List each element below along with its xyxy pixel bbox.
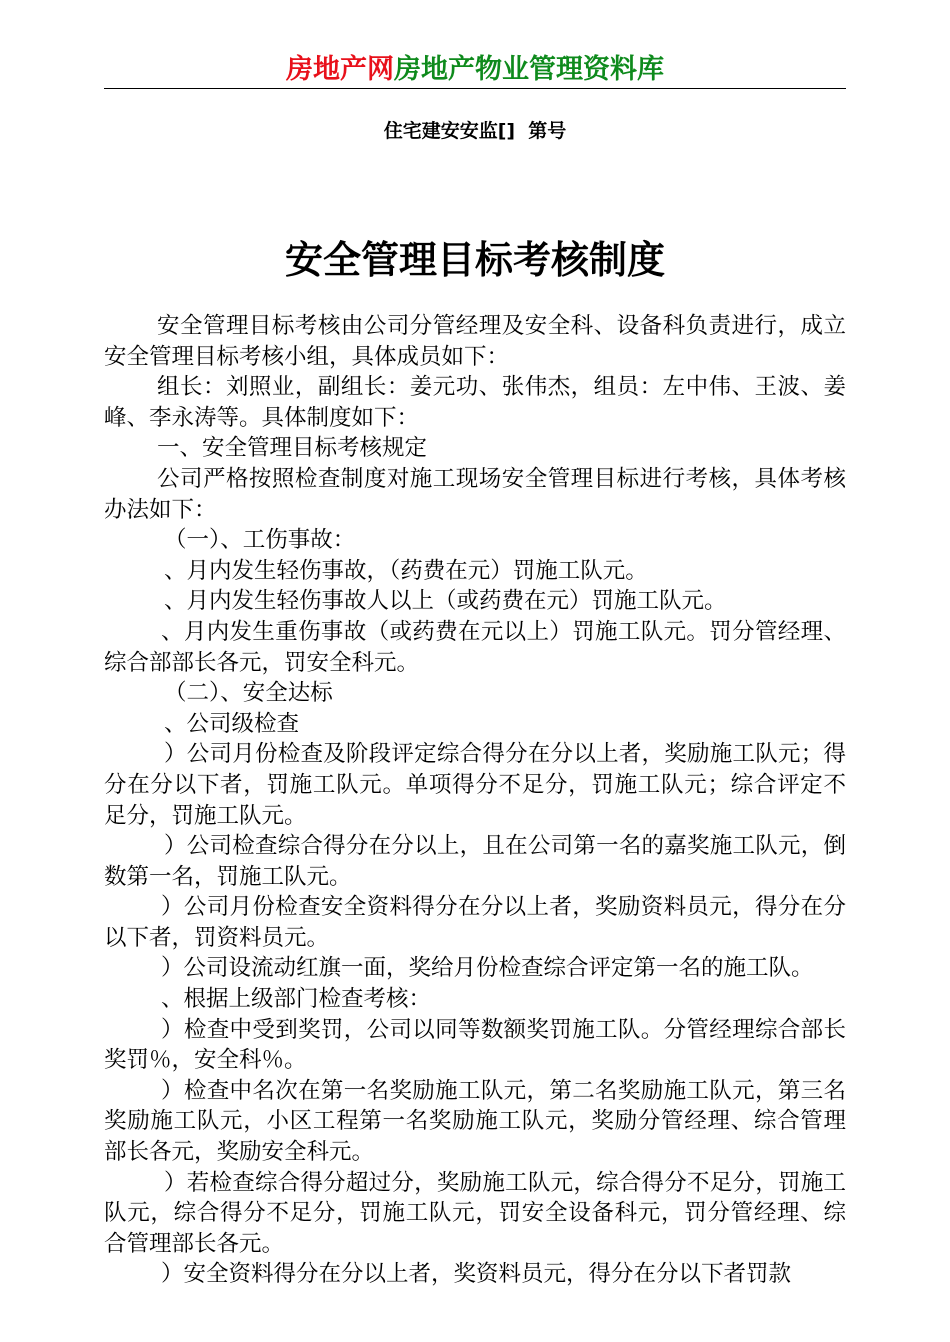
paragraph: 安全管理目标考核由公司分管经理及安全科、设备科负责进行，成立安全管理目标考核小组，具体成员如下： bbox=[104, 313, 846, 370]
paragraph: ）检查中名次在第一名奖励施工队元，第二名奖励施工队元，第三名奖励施工队元，小区工程第一名奖励施工队元，奖励分管经理、综合管理部长各元，奖励安全科元。 bbox=[104, 1077, 846, 1166]
paragraph: ）公司设流动红旗一面，奖给月份检查综合评定第一名的施工队。 bbox=[161, 955, 814, 982]
site-name-red: 房地产网 bbox=[286, 54, 394, 85]
document-number: 住宅建安安监[] 第号 bbox=[383, 120, 567, 142]
paragraph: 、公司级检查 bbox=[164, 710, 300, 737]
paragraph: ）公司检查综合得分在分以上，且在公司第一名的嘉奖施工队元，倒数第一名，罚施工队元。 bbox=[104, 833, 846, 890]
site-name-green: 房地产物业管理资料库 bbox=[394, 54, 664, 85]
paragraph: （一）、工伤事故： bbox=[164, 527, 356, 554]
paragraph: ）若检查综合得分超过分，奖励施工队元，综合得分不足分，罚施工队元，综合得分不足分，罚施工队元，罚安全设备科元，罚分管经理、综合管理部长各元。 bbox=[104, 1169, 846, 1257]
paragraph: 、月内发生轻伤事故人以上（或药费在元）罚施工队元。 bbox=[164, 588, 727, 615]
paragraph: ）公司月份检查及阶段评定综合得分在分以上者，奖励施工队元；得分在分以下者，罚施工队元。单项得分不足分，罚施工队元；综合评定不足分，罚施工队元。 bbox=[104, 741, 846, 829]
paragraph: 一、安全管理目标考核规定 bbox=[157, 435, 428, 462]
paragraph: 公司严格按照检查制度对施工现场安全管理目标进行考核，具体考核办法如下： bbox=[104, 465, 846, 523]
paragraph: ）安全资料得分在分以上者，奖资料员元，得分在分以下者罚款 bbox=[161, 1261, 792, 1288]
document-body bbox=[104, 311, 846, 1290]
paragraph: 、月内发生重伤事故（或药费在元以上）罚施工队元。罚分管经理、综合部部长各元，罚安全科元。 bbox=[104, 618, 846, 676]
paragraph: 、根据上级部门检查考核： bbox=[161, 986, 432, 1013]
paragraph: 组长：刘照业，副组长：姜元功、张伟杰，组员：左中伟、王波、姜峰、李永涛等。具体制度如下： bbox=[104, 374, 846, 431]
document-title: 安全管理目标考核制度 bbox=[284, 238, 665, 282]
paragraph: 、月内发生轻伤事故，（药费在元）罚施工队元。 bbox=[164, 557, 648, 584]
site-header bbox=[104, 52, 846, 89]
paragraph: ）公司月份检查安全资料得分在分以上者，奖励资料员元，得分在分以下者，罚资料员元。 bbox=[104, 894, 846, 951]
paragraph: （二）、安全达标 bbox=[164, 680, 333, 707]
paragraph: ）检查中受到奖罚，公司以同等数额奖罚施工队。分管经理综合部长奖罚％，安全科％。 bbox=[104, 1016, 846, 1074]
